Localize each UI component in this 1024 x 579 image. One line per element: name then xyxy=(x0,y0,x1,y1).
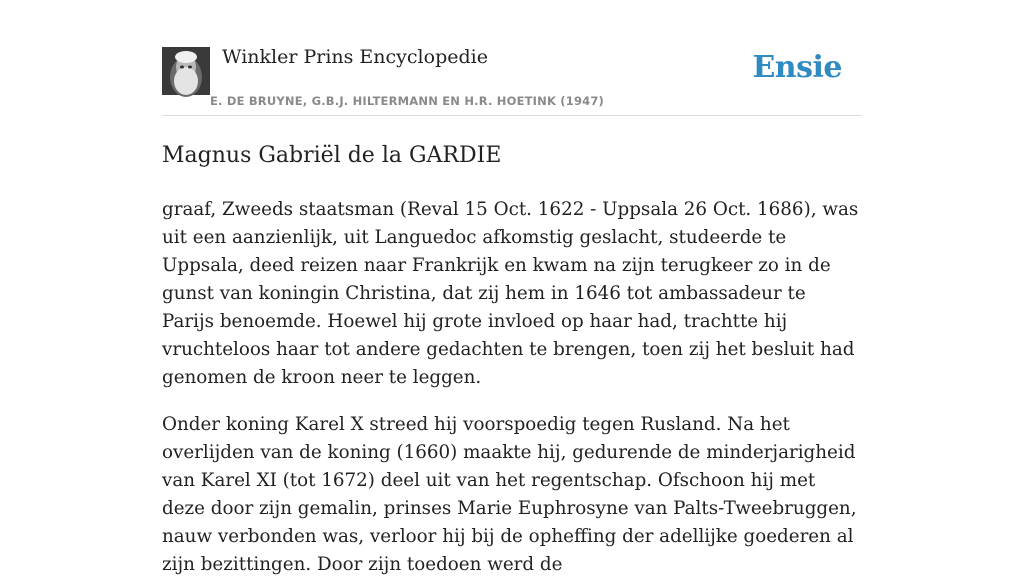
entry-title: Magnus Gabriël de la GARDIE xyxy=(162,143,502,168)
author-portrait-icon[interactable] xyxy=(162,47,210,95)
entry-paragraph-2: Onder koning Karel X streed hij voorspoedig tegen Rusland. Na het overlijden van de koning (1660) maakte hij, gedurende de minderjarigheid van Karel XI (tot 1672) deel uit van het regentschap. Ofschoon hij met deze door zijn gemalin, prinses Marie Euphrosyne van Palts-Tweebruggen, nauw verbonden was, verloor hij bij de opheffing der adellijke goederen al zijn bezittingen. Door zijn toedoen werd de xyxy=(162,414,857,575)
entry-body xyxy=(162,196,862,579)
page xyxy=(162,0,862,575)
publication-authors: E. DE BRUYNE, G.B.J. HILTERMANN EN H.R. HOETINK (1947) xyxy=(210,94,605,108)
publication-title[interactable]: Winkler Prins Encyclopedie xyxy=(222,46,488,68)
site-header xyxy=(162,0,862,116)
brand-logo-link[interactable]: Ensie xyxy=(752,50,842,85)
entry-paragraph-1: graaf, Zweeds staatsman (Reval 15 Oct. 1622 - Uppsala 26 Oct. 1686), was uit een aanzienlijk, uit Languedoc afkomstig geslacht, studeerde te Uppsala, deed reizen naar Frankrijk en kwam na zijn terugkeer zo in de gunst van koningin Christina, dat zij hem in 1646 tot ambassadeur te Parijs benoemde. Hoewel hij grote invloed op haar had, trachtte hij vruchteloos haar tot andere gedachten te brengen, toen zij het besluit had genomen de kroon neer te leggen. xyxy=(162,199,859,388)
